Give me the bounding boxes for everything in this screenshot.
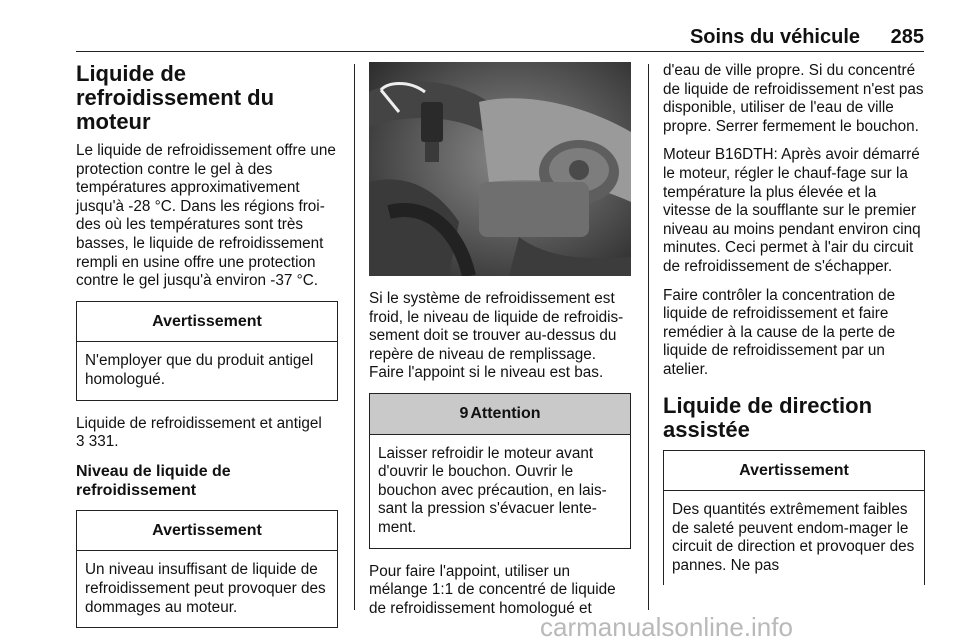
warning-text: N'employer que du produit antigel homologué. [85,352,314,388]
warning-title: Avertissement [77,511,337,552]
refill-paragraph: Pour faire l'appoint, utiliser un mélange 1:1 de concentré de liquide de refroidissement homologué et [369,562,616,617]
running-title: Soins du véhicule [689,26,860,48]
warning-title: Avertissement [77,302,337,343]
column-divider-2 [648,64,649,610]
watermark: carmanualsonline.info [540,612,793,642]
page-reference-link[interactable]: 3 331. [76,433,119,451]
warning-text: Un niveau insuffisant de liquide de refroidissement peut provoquer des dommages au moteur. [85,561,326,616]
subheading-coolant-level: Niveau de liquide de refroidissement [76,462,231,499]
warning-title: Avertissement [664,451,924,492]
column-2 [369,62,631,628]
warning-box-antifreeze [76,301,338,401]
attention-text: Laisser refroidir le moteur avant d'ouvrir le bouchon. Ouvrir le bouchon avec précaution, en lais-sant la pression s'évacuer lente-ment. [378,444,607,536]
warning-box-low-level [76,510,338,628]
warning-box-steering [663,450,925,586]
water-paragraph: d'eau de ville propre. Si du concentré de liquide de refroidissement n'est pas disponible, utiliser de l'eau de ville propre. Serrer fermement le bouchon. [663,62,924,135]
column-divider-1 [354,64,355,610]
section-title-power-steering: Liquide de direction assistée [663,392,873,442]
engine-photo-illustration [369,62,631,276]
warning-text: Des quantités extrêmement faibles de saleté peuvent endom-mager le circuit de direction et provoquer des pannes. Ne pas [672,501,915,574]
engine-b16dth-paragraph: Moteur B16DTH: Après avoir démarré le moteur, régler le chauf-fage sur la température la plus élevée et la vitesse de la soufflante sur le premier niveau au moins pendant environ cinq minutes. Ceci permet à l'air du circuit de refroidissement de s'échapper. [663,146,921,275]
level-paragraph: Si le système de refroidissement est froid, le niveau de liquide de refroidis-sement doit se trouver au-dessus du repère de niveau de remplissage. Faire l'appoint si le niveau est bas. [369,290,624,382]
header-rule [76,51,924,52]
page-number: 285 [890,26,924,48]
reference-paragraph [76,415,338,452]
engine-bay-photo [369,62,631,276]
column-1 [76,62,338,642]
column-3 [663,62,925,585]
section-title: Liquide de refroidissement du moteur [76,61,275,134]
reference-text: Liquide de refroidissement et antigel [76,414,322,432]
page-header [76,22,924,50]
concentration-paragraph: Faire contrôler la concentration de liquide de refroidissement et faire remédier à la cause de la perte de liquide de refroidissement par un atelier. [663,286,896,378]
intro-paragraph: Le liquide de refroidissement offre une protection contre le gel à des températures approximativement jusqu'à -28 °C. Dans les régions froi-des où les températures sont très basses, le liquide de refroidissement rempli en usine offre une protection contre le gel jusqu'à environ -37 °C. [76,142,336,290]
attention-header [370,394,630,435]
warning-triangle-icon: 9 [459,404,469,422]
attention-title: Attention [470,404,541,422]
attention-box [369,393,631,549]
